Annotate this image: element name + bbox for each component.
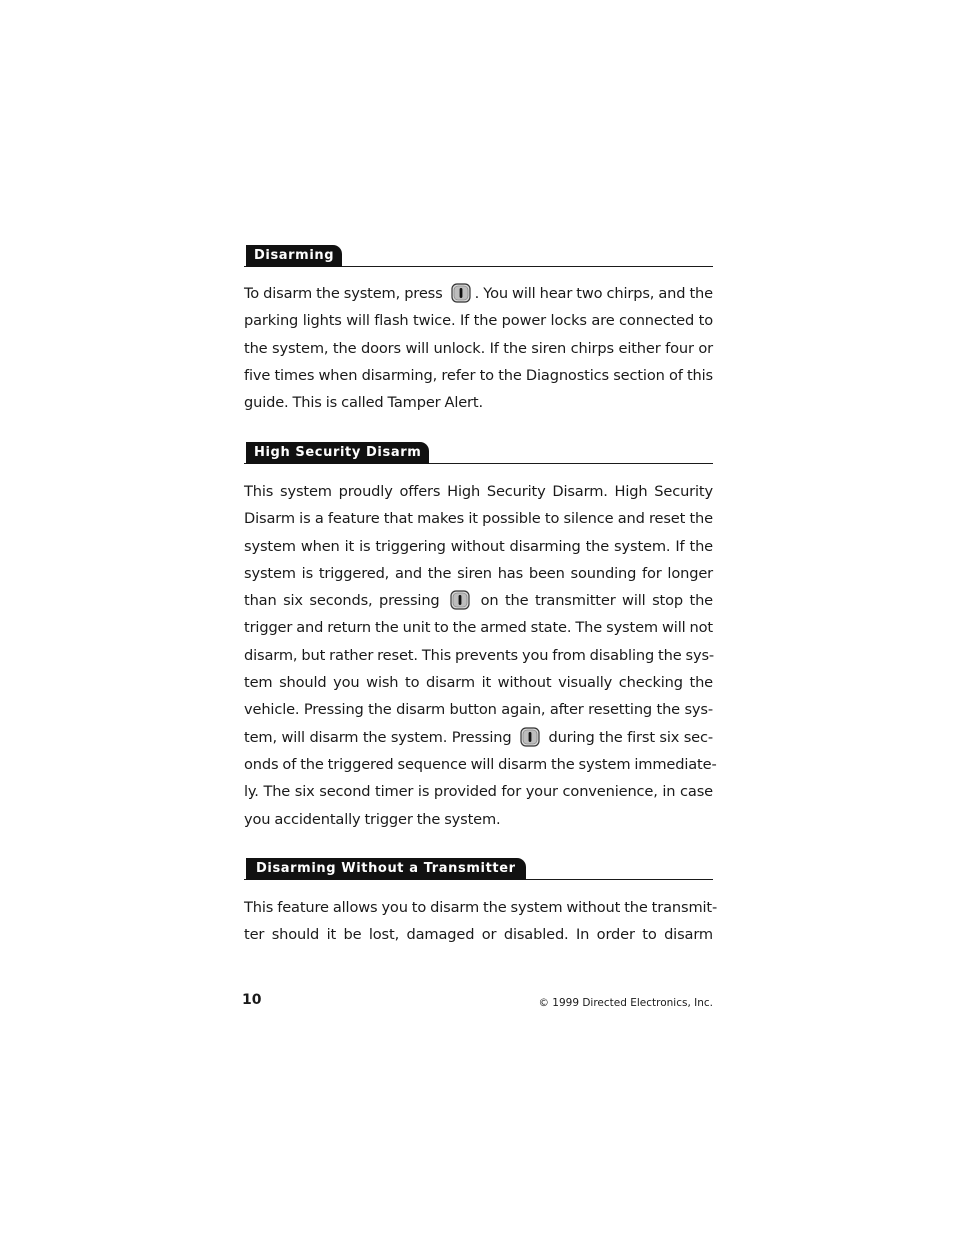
text-line — [244, 806, 713, 833]
text-run: system when it is triggering without disarming the system. If the — [244, 537, 713, 555]
text-line — [244, 751, 717, 778]
text-line — [244, 280, 713, 307]
text-line — [244, 533, 713, 560]
transmitter-button-icon — [451, 283, 471, 303]
section-heading-disarming — [244, 243, 713, 267]
text-run: on the transmitter will stop the — [474, 592, 714, 610]
page-number: 10 — [242, 992, 262, 1008]
text-line — [244, 778, 713, 805]
text-line — [244, 362, 713, 389]
heading-tab: Disarming — [246, 245, 342, 267]
text-run: ter should it be lost, damaged or disabled. In order to disarm — [244, 926, 713, 944]
text-line — [244, 335, 713, 362]
text-line — [244, 894, 718, 921]
text-run: This system proudly offers High Security Disarm. High Security — [244, 483, 713, 500]
text-line — [244, 614, 713, 641]
text-run: parking lights will flash twice. If the power locks are connected to — [244, 312, 713, 330]
text-run: tem, will disarm the system. Pressing — [244, 728, 516, 746]
text-line — [244, 921, 713, 948]
paragraph-disarming-without-transmitter — [244, 894, 718, 949]
text-run: vehicle. Pressing the disarm button again, after resetting the sys- — [244, 701, 713, 719]
text-line — [244, 478, 713, 505]
text-run: during the first six sec- — [543, 728, 713, 746]
text-line — [244, 389, 713, 416]
text-line — [244, 587, 713, 614]
text-line — [244, 724, 713, 751]
text-line — [244, 642, 713, 669]
text-run: the system, the doors will unlock. If the siren chirps either four or — [244, 339, 713, 357]
text-run: guide. This is called Tamper Alert. — [244, 394, 483, 412]
text-run: than six seconds, pressing — [244, 592, 447, 610]
text-line — [244, 560, 713, 587]
text-run: disarm, but rather reset. This prevents you from disabling the sys- — [244, 646, 715, 664]
text-run: . You will hear two chirps, and the — [474, 285, 713, 302]
heading-tab: High Security Disarm — [246, 442, 429, 464]
text-run: trigger and return the unit to the armed state. The system will not — [244, 619, 713, 637]
text-line — [244, 307, 713, 334]
text-line — [244, 505, 713, 532]
text-run: five times when disarming, refer to the Diagnostics section of this — [244, 366, 713, 384]
paragraph-disarming — [244, 280, 713, 416]
text-run: you accidentally trigger the system. — [244, 810, 501, 828]
copyright-notice: © 1999 Directed Electronics, Inc. — [538, 997, 713, 1009]
text-run: system is triggered, and the siren has been sounding for longer — [244, 564, 713, 582]
text-run: onds of the triggered sequence will disarm the system immediate- — [244, 755, 717, 773]
text-line — [244, 696, 713, 723]
paragraph-high-security-disarm — [244, 478, 717, 833]
section-heading-high-security-disarm — [244, 440, 713, 464]
text-run: This feature allows you to disarm the system without the transmit- — [244, 899, 718, 916]
text-line — [244, 669, 713, 696]
text-run: ly. The six second timer is provided for your convenience, in case — [244, 783, 713, 801]
transmitter-button-icon — [450, 590, 470, 610]
heading-tab: Disarming Without a Transmitter — [246, 858, 526, 880]
transmitter-button-icon — [520, 727, 540, 747]
text-run: tem should you wish to disarm it without visually checking the — [244, 674, 713, 692]
section-heading-disarming-without-transmitter — [244, 856, 713, 880]
text-run: To disarm the system, press — [244, 285, 447, 302]
text-run: Disarm is a feature that makes it possible to silence and reset the — [244, 510, 713, 528]
